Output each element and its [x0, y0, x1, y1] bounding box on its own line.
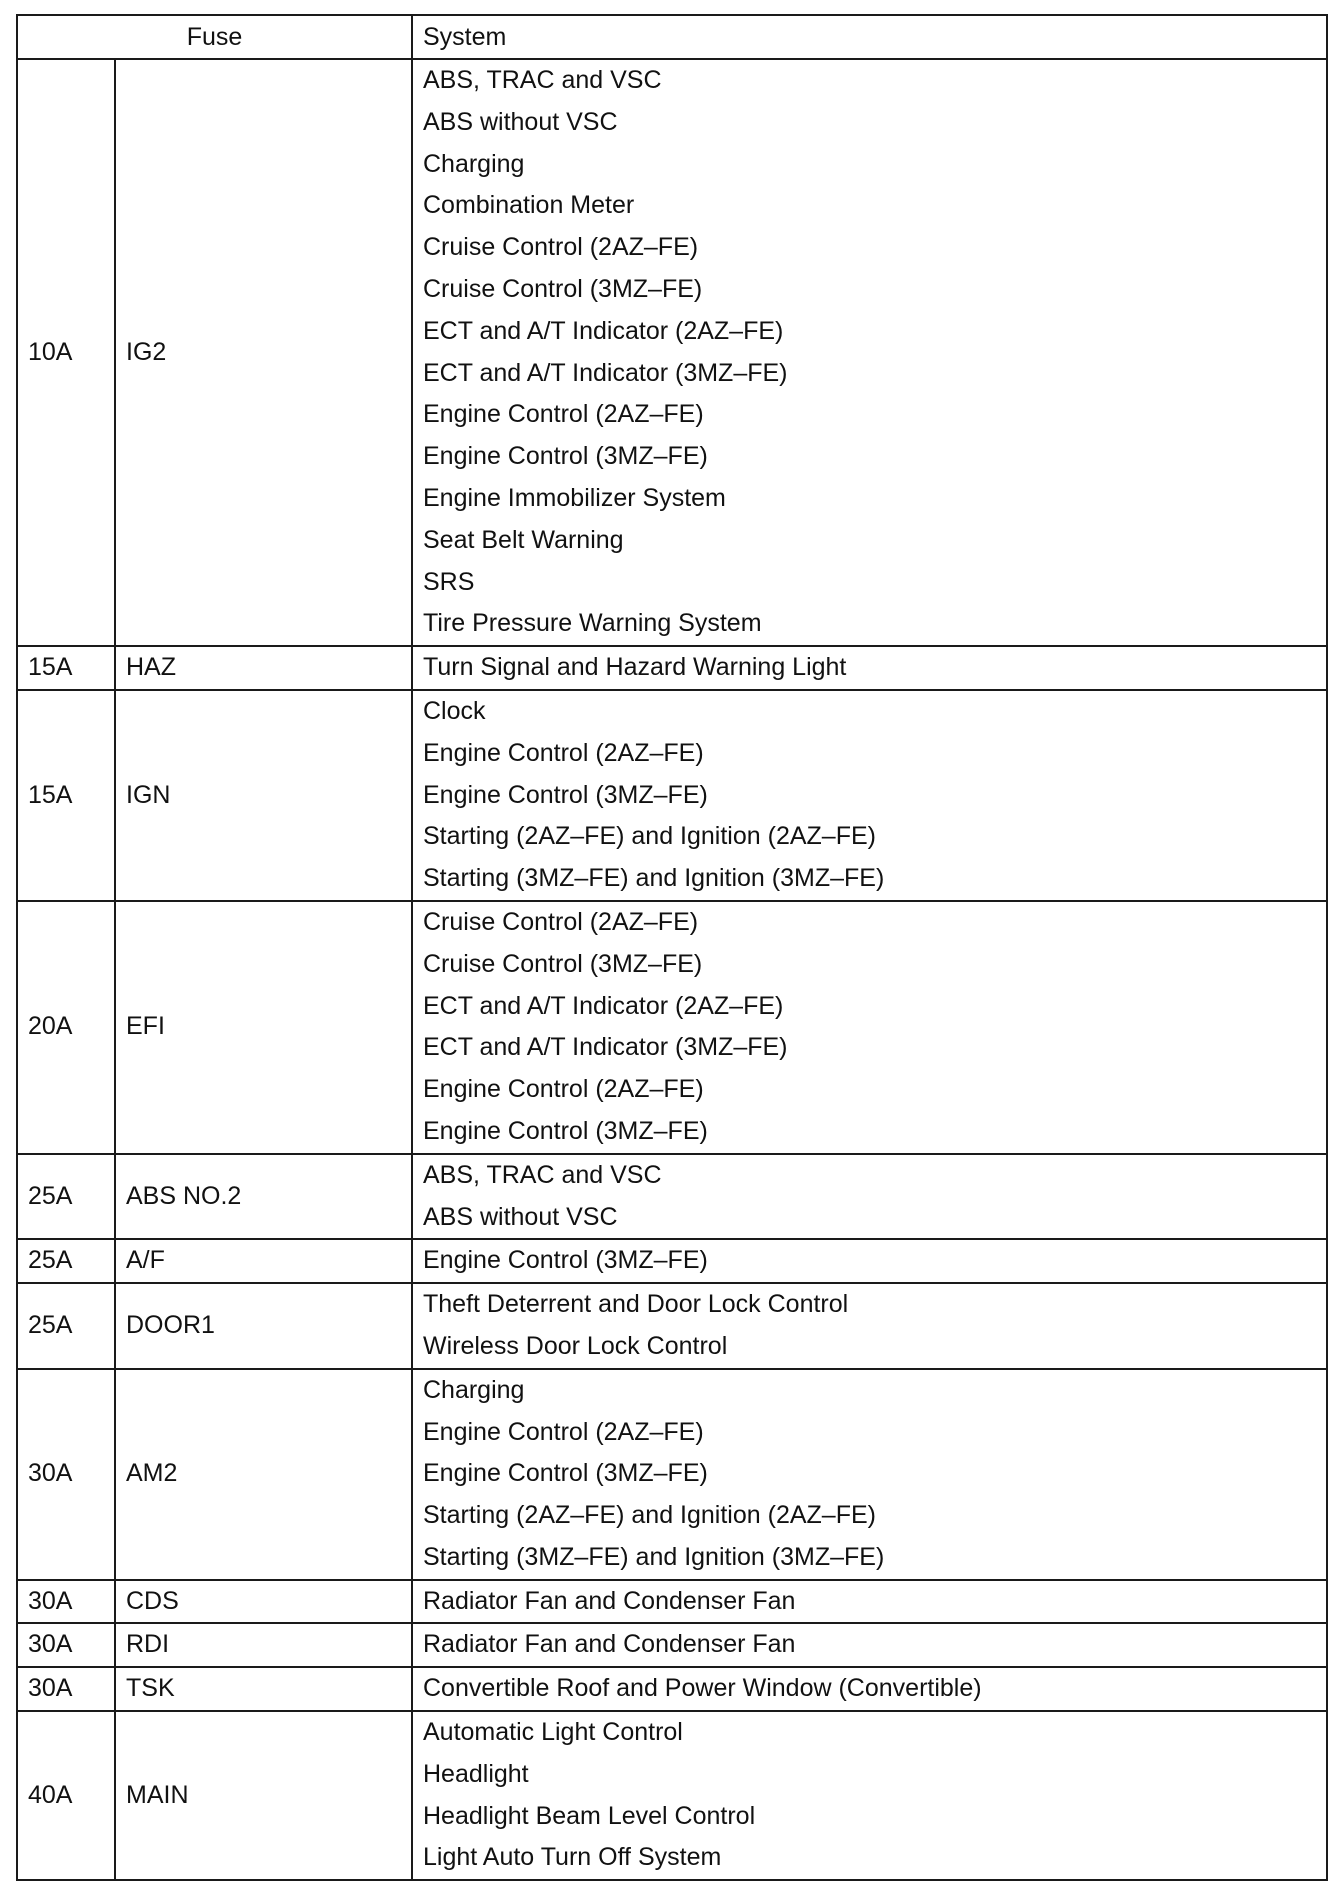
system-item: Turn Signal and Hazard Warning Light: [423, 653, 847, 682]
fuse-name: HAZ: [115, 646, 412, 690]
system-item: ECT and A/T Indicator (3MZ–FE): [423, 358, 788, 387]
fuse-name: IG2: [115, 59, 412, 646]
system-item: Clock: [423, 696, 486, 725]
system-list: [412, 1369, 1327, 1580]
table-row: [17, 59, 1327, 646]
fuse-amperage: 30A: [17, 1369, 115, 1580]
system-list: [412, 690, 1327, 901]
fuse-amperage: 20A: [17, 901, 115, 1154]
system-list: [412, 1283, 1327, 1369]
system-item: Engine Control (3MZ–FE): [423, 1116, 708, 1145]
system-item: Cruise Control (3MZ–FE): [423, 949, 703, 978]
system-item: Charging: [423, 1375, 525, 1404]
system-item: Cruise Control (2AZ–FE): [423, 907, 699, 936]
table-row: [17, 1711, 1327, 1880]
system-item: Engine Control (3MZ–FE): [423, 442, 708, 471]
fuse-table: [16, 14, 1328, 1881]
system-item: ABS, TRAC and VSC: [423, 1160, 662, 1189]
system-item: Engine Control (3MZ–FE): [423, 780, 708, 809]
table-row: [17, 690, 1327, 901]
system-list: [412, 1711, 1327, 1880]
table-row: [17, 1283, 1327, 1369]
fuse-name: AM2: [115, 1369, 412, 1580]
system-list: [412, 1667, 1327, 1711]
system-list: [412, 59, 1327, 646]
system-list: [412, 1239, 1327, 1283]
fuse-name: EFI: [115, 901, 412, 1154]
system-item: SRS: [423, 567, 475, 596]
system-list: [412, 646, 1327, 690]
system-item: Radiator Fan and Condenser Fan: [423, 1586, 796, 1615]
system-item: ABS without VSC: [423, 107, 618, 136]
system-item: Charging: [423, 149, 525, 178]
system-list: [412, 1623, 1327, 1667]
system-item: Starting (2AZ–FE) and Ignition (2AZ–FE): [423, 1501, 876, 1530]
system-item: ECT and A/T Indicator (2AZ–FE): [423, 316, 784, 345]
system-item: Engine Control (3MZ–FE): [423, 1246, 708, 1275]
fuse-name: ABS NO.2: [115, 1154, 412, 1240]
system-item: Radiator Fan and Condenser Fan: [423, 1630, 796, 1659]
system-item: Headlight Beam Level Control: [423, 1801, 756, 1830]
table-row: [17, 901, 1327, 1154]
fuse-amperage: 30A: [17, 1623, 115, 1667]
system-item: Tire Pressure Warning System: [423, 609, 762, 638]
table-row: [17, 1667, 1327, 1711]
system-item: Automatic Light Control: [423, 1718, 683, 1747]
fuse-amperage: 30A: [17, 1667, 115, 1711]
fuse-name: MAIN: [115, 1711, 412, 1880]
fuse-amperage: 30A: [17, 1580, 115, 1624]
system-item: Engine Immobilizer System: [423, 483, 726, 512]
fuse-table-body: [17, 59, 1327, 1880]
system-item: Seat Belt Warning: [423, 525, 624, 554]
table-row: [17, 1369, 1327, 1580]
table-row: [17, 1239, 1327, 1283]
header-system: System: [412, 15, 1327, 59]
system-item: Starting (3MZ–FE) and Ignition (3MZ–FE): [423, 864, 885, 893]
header-row: [17, 15, 1327, 59]
system-item: Starting (3MZ–FE) and Ignition (3MZ–FE): [423, 1542, 885, 1571]
fuse-amperage: 25A: [17, 1154, 115, 1240]
fuse-name: DOOR1: [115, 1283, 412, 1369]
system-item: Cruise Control (3MZ–FE): [423, 274, 703, 303]
system-item: Convertible Roof and Power Window (Convertible): [423, 1674, 982, 1703]
system-item: Engine Control (2AZ–FE): [423, 1417, 704, 1446]
header-fuse: Fuse: [17, 15, 412, 59]
fuse-name: CDS: [115, 1580, 412, 1624]
system-item: Headlight: [423, 1759, 529, 1788]
system-item: ABS without VSC: [423, 1202, 618, 1231]
fuse-amperage: 25A: [17, 1283, 115, 1369]
system-item: Light Auto Turn Off System: [423, 1843, 722, 1872]
table-row: [17, 1580, 1327, 1624]
fuse-name: A/F: [115, 1239, 412, 1283]
fuse-amperage: 10A: [17, 59, 115, 646]
system-list: [412, 1580, 1327, 1624]
system-item: Engine Control (3MZ–FE): [423, 1459, 708, 1488]
fuse-amperage: 40A: [17, 1711, 115, 1880]
system-list: [412, 1154, 1327, 1240]
system-item: ECT and A/T Indicator (3MZ–FE): [423, 1033, 788, 1062]
system-item: Wireless Door Lock Control: [423, 1331, 728, 1360]
table-row: [17, 1154, 1327, 1240]
fuse-amperage: 15A: [17, 690, 115, 901]
system-item: Starting (2AZ–FE) and Ignition (2AZ–FE): [423, 822, 876, 851]
system-item: Engine Control (2AZ–FE): [423, 738, 704, 767]
fuse-amperage: 15A: [17, 646, 115, 690]
table-row: [17, 646, 1327, 690]
fuse-name: IGN: [115, 690, 412, 901]
system-item: Theft Deterrent and Door Lock Control: [423, 1290, 849, 1319]
table-row: [17, 1623, 1327, 1667]
system-item: Cruise Control (2AZ–FE): [423, 233, 699, 262]
fuse-name: TSK: [115, 1667, 412, 1711]
system-item: Engine Control (2AZ–FE): [423, 400, 704, 429]
fuse-name: RDI: [115, 1623, 412, 1667]
fuse-amperage: 25A: [17, 1239, 115, 1283]
system-list: [412, 901, 1327, 1154]
system-item: Engine Control (2AZ–FE): [423, 1075, 704, 1104]
system-item: ABS, TRAC and VSC: [423, 66, 662, 94]
system-item: Combination Meter: [423, 191, 635, 220]
system-item: ECT and A/T Indicator (2AZ–FE): [423, 991, 784, 1020]
